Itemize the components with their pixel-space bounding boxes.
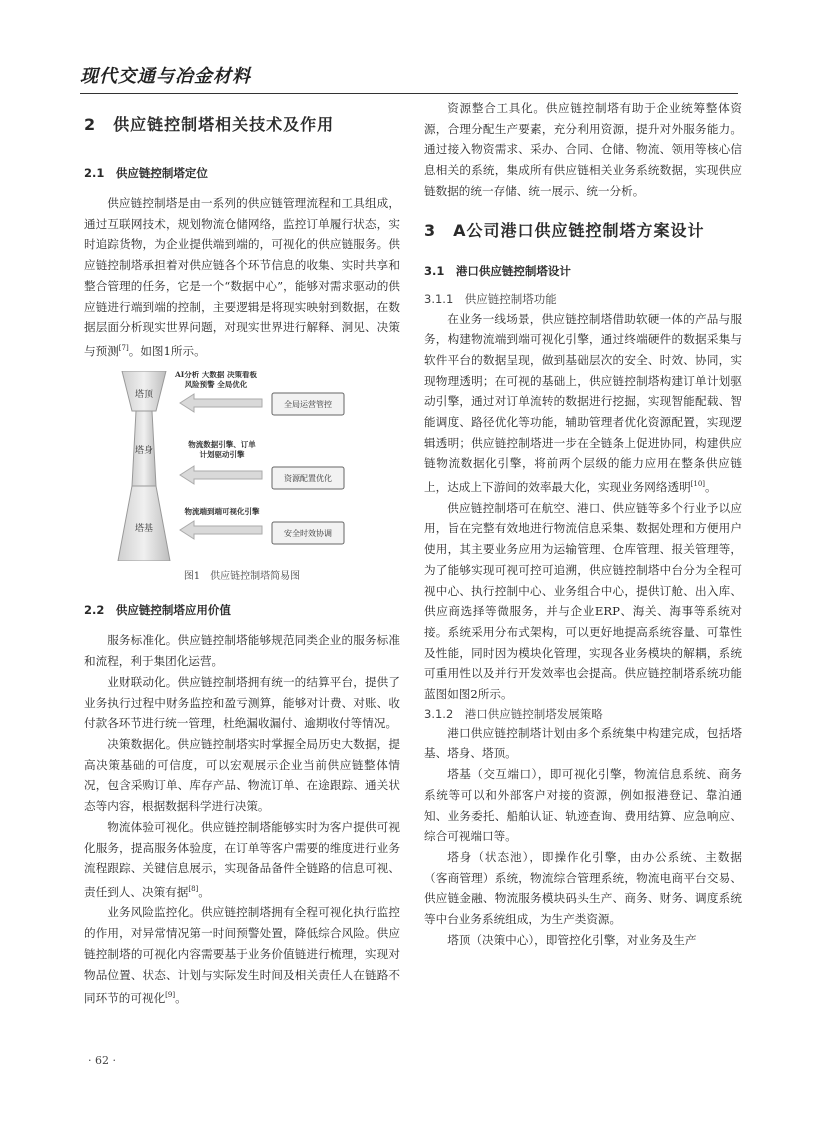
strategy-paragraph-2: 塔基（交互端口），即可视化引擎，物流信息系统、商务系统等可以和外部客户对接的资源，例如报港登记、靠泊通知、业务委托、船舶认证、轨迹查询、费用结算、应急响应、综合可视端口等。 <box>424 767 742 844</box>
tower-base-label: 塔基 <box>134 524 154 535</box>
section-3-1-1-title: 3.1.1 供应链控制塔功能 <box>424 291 557 306</box>
box-2-label: 资源配置优化 <box>284 474 332 484</box>
header-rule <box>80 93 738 94</box>
section-2-1-title: 2.1 供应链控制塔定位 <box>84 166 208 180</box>
resource-paragraph: 资源整合工具化。供应链控制塔有助于企业统筹整体资源，合理分配生产要素，充分利用资源，提升对外服务能力。通过接入物资需求、采办、合同、仓储、物流、领用等核心信息相关的系统，集成所有供应链相关业务系统数据，实现供应链数据的统一存储、统一展示、统一分析。 <box>424 101 742 198</box>
figure-1-diagram <box>114 371 374 561</box>
arrow-2-text-2: 计划驱动引擎 <box>199 450 245 460</box>
section-3-title: 3 A公司港口供应链控制塔方案设计 <box>424 220 705 240</box>
strategy-paragraph-1: 港口供应链控制塔计划由多个系统集中构建完成，包括塔基、塔身、塔顶。 <box>424 725 742 761</box>
section-2-2-title: 2.2 供应链控制塔应用价值 <box>84 603 231 618</box>
value-paragraph-5: 业务风险监控化。供应链控制塔拥有全程可视化执行监控的作用，对异常情况第一时间预警处置，降低综合风险。供应链控制塔的可视化内容需要基于业务价值链进行梳理，实现对物品位置、状态、计划与实际发生时间及相关责任人在链路不同环节的可视化[9]。 <box>84 905 400 1006</box>
function-paragraph-1: 在业务一线场景，供应链控制塔借助软硬一体的产品与服务，构建物流端到端可视化引擎，通过终端硬件的数据采集与软件平台的数据呈现，做到基础层次的安全、时效、协同，实现物理透明；在可视的基础上，供应链控制塔构建订单计划驱动引擎，通过对订单流转的数据进行挖掘，实现智能配载、智能调度、路径优化等功能，辅助管理者优化资源配置，实现逻辑透明；供应链控制塔进一步在全链条上促进协同，构建供应链物流数据化引擎，将前两个层级的能力应用在整条供应链上，达成上下游间的效率最大化，实现业务网络透明[10]。 <box>424 311 742 494</box>
section-2-1-paragraph: 供应链控制塔是由一系列的供应链管理流程和工具组成，通过互联网技术，规划物流仓储网络，监控订单履行状态，实时追踪货物，为企业提供端到端的，可视化的供应链服务。供应链控制塔承担着对供应链各个环节信息的收集、实时共享和整合管理的任务，它是一个“数据中心”，能够对需求驱动的供应链进行端到端的控制，主要逻辑是将现实映射到数据，在数据层面分析现实世界问题，对现实世界进行解释、洞见、决策与预测[7]。如图1所示。 <box>84 196 400 358</box>
box-1-label: 全局运营管控 <box>284 400 332 410</box>
value-paragraph-3: 决策数据化。供应链控制塔实时掌握全局历史大数据，提高决策基础的可信度，可以宏观展示企业当前供应链整体情况，包含采购订单、库存产品、物流订单、在途跟踪、通关状态等内容，根据数据科学进行决策。 <box>84 737 400 814</box>
value-paragraph-4: 物流体验可视化。供应链控制塔能够实时为客户提供可视化服务，提高服务体验度，在订单等客户需要的维度进行业务流程跟踪、关键信息展示，实现备品备件全链路的信息可视、责任到人、决策有据[8]。 <box>84 819 400 899</box>
arrow-1-text-2: 风险预警 全局优化 <box>184 380 248 390</box>
box-3-label: 安全时效协调 <box>284 529 332 539</box>
strategy-paragraph-3: 塔身（状态池），即操作化引擎，由办公系统、主数据（客商管理）系统，物流综合管理系统，物流电商平台交易、供应链金融、物流服务模块码头生产、商务、财务、调度系统等中台业务系统组成，为生产类资源。 <box>424 849 742 927</box>
page-number: · 62 · <box>88 1054 116 1067</box>
section-2-title: 2 供应链控制塔相关技术及作用 <box>84 115 335 134</box>
value-paragraph-1: 服务标准化。供应链控制塔能够规范同类企业的服务标准和流程，利于集团化运营。 <box>84 633 400 669</box>
right-column <box>424 98 742 950</box>
function-paragraph-2: 供应链控制塔可在航空、港口、供应链等多个行业予以应用，旨在完整有效地进行物流信息采集、数据处理和方便用户使用，其主要业务应用为运输管理、仓库管理、报关管理等，为了能够实现可视可控可追溯，供应链控制塔中台分为全程可视中心、执行控制中心、业务组合中心，提供订舱、出入库、供应商选择等微服务，并与企业ERP、海关、海事等系统对接。系统采用分布式架构，可以更好地提高系统容量、可靠性及性能，同时因为模块化管理，实现各业务模块的解耦，系统可重用性以及并行开发效率也会提高。供应链控制塔系统功能蓝图如图2所示。 <box>424 500 742 702</box>
arrow-1-text-1: AI分析 大数据 决策看板 <box>174 371 258 380</box>
arrow-2-text-1: 物流数据引擎、订单 <box>188 440 256 450</box>
arrow-3-text: 物流端到端可视化引擎 <box>184 507 260 517</box>
figure-1-caption: 图1 供应链控制塔简易图 <box>183 571 301 583</box>
journal-title: 现代交通与冶金材料 <box>80 66 251 87</box>
strategy-paragraph-4: 塔顶（决策中心），即管控化引擎，对业务及生产 <box>447 932 697 947</box>
tower-top-label: 塔顶 <box>134 390 154 401</box>
tower-mid-label: 塔身 <box>134 446 154 457</box>
section-3-1-2-title: 3.1.2 港口供应链控制塔发展策略 <box>424 706 603 721</box>
figure-1 <box>114 371 374 561</box>
arrow-1 <box>180 394 262 412</box>
left-column <box>84 98 400 1009</box>
arrow-2 <box>180 466 262 484</box>
section-3-1-title: 3.1 港口供应链控制塔设计 <box>424 263 571 278</box>
value-paragraph-2: 业财联动化。供应链控制塔拥有统一的结算平台，提供了业务执行过程中财务监控和盈亏测算，能够对计费、对账、收付款各环节进行统一管理，杜绝漏收漏付、逾期收付等情况。 <box>84 674 400 731</box>
arrow-3 <box>180 521 262 539</box>
